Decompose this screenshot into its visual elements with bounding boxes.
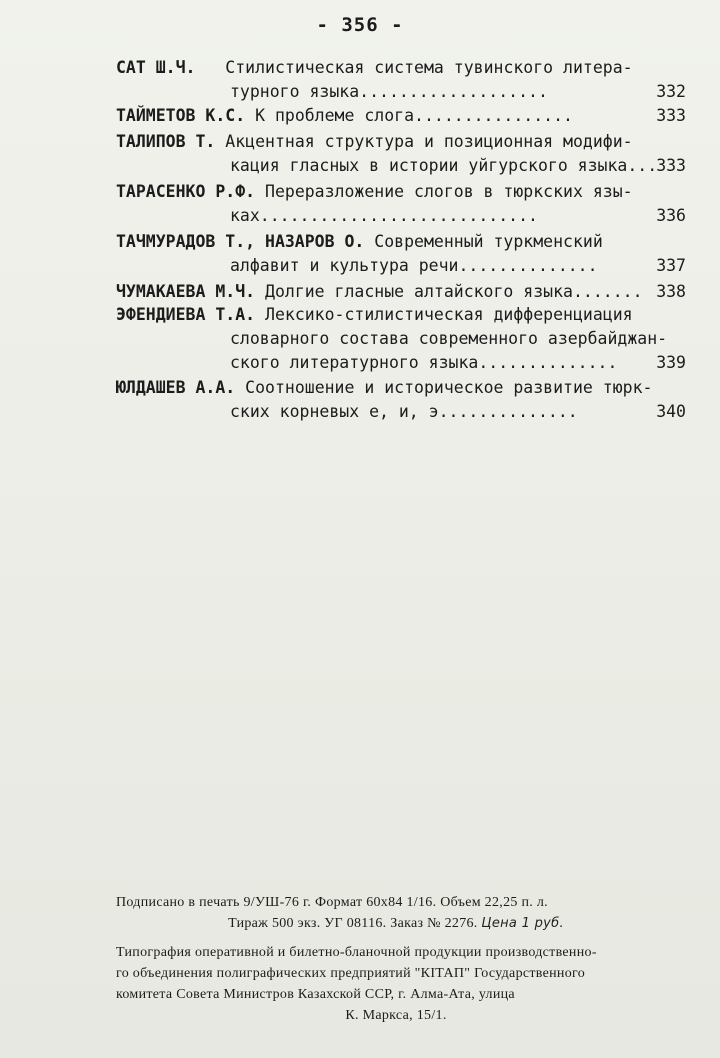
entry-author: ЧУМАКАЕВА М.Ч. bbox=[116, 282, 256, 301]
entry-page: 336 bbox=[656, 206, 686, 225]
entry-page: 333 bbox=[656, 156, 686, 175]
entry-title-continued: словарного состава современного азербайджан- bbox=[230, 329, 668, 348]
entry-title: К проблеме слога................ bbox=[255, 106, 573, 125]
toc-entry bbox=[116, 303, 686, 375]
toc-entry bbox=[116, 104, 686, 128]
imprint-printer-line: комитета Совета Министров Казахской ССР, г. Алма-Ата, улица bbox=[116, 987, 515, 1002]
entry-author: ТАЧМУРАДОВ Т., НАЗАРОВ О. bbox=[116, 232, 365, 251]
entry-title: Лексико-стилистическая дифференциация bbox=[265, 305, 633, 324]
entry-title-continued: ского литературного языка.............. bbox=[230, 353, 618, 372]
entry-author: ЭФЕНДИЕВА Т.А. bbox=[116, 305, 256, 324]
entry-title-continued: турного языка................... bbox=[230, 82, 548, 101]
imprint-print-run: Тираж 500 экз. УГ 08116. Заказ № 2276. bbox=[228, 916, 478, 931]
entry-author: ТАЛИПОВ Т. bbox=[116, 132, 216, 151]
entry-author: ТАРАСЕНКО Р.Ф. bbox=[116, 182, 256, 201]
toc-entry bbox=[116, 230, 686, 278]
page-number: - 356 - bbox=[316, 14, 404, 36]
imprint-print-run-line bbox=[116, 913, 676, 934]
toc-entry bbox=[116, 376, 686, 424]
entry-author: ЮЛДАШЕВ А.А. bbox=[116, 378, 236, 397]
entry-title-continued: кация гласных в истории уйгурского языка... bbox=[230, 156, 658, 175]
entry-page: 340 bbox=[656, 402, 686, 421]
entry-title: Соотношение и историческое развитие тюрк- bbox=[245, 378, 653, 397]
handwritten-price: Цена 1 руб. bbox=[481, 916, 564, 931]
imprint-signed-line: Подписано в печать 9/УШ-76 г. Формат 60х84 1/16. Объем 22,25 п. л. bbox=[116, 895, 548, 910]
toc-entry bbox=[116, 130, 686, 178]
imprint-printer-line: Типография оперативной и билетно-бланочной продукции производственно- bbox=[116, 945, 597, 960]
entry-title: Современный туркменский bbox=[374, 232, 603, 251]
entry-title: Стилистическая система тувинского литера- bbox=[225, 58, 633, 77]
entry-title-continued: алфавит и культура речи.............. bbox=[230, 256, 598, 275]
imprint-printer-line: го объединения полиграфических предприятий "КІТАП" Государственного bbox=[116, 966, 586, 981]
entry-page: 338 bbox=[656, 282, 686, 301]
entry-page: 332 bbox=[656, 82, 686, 101]
entry-title: Переразложение слогов в тюркских язы- bbox=[265, 182, 633, 201]
entry-title: Долгие гласные алтайского языка....... bbox=[265, 282, 643, 301]
toc-entry bbox=[116, 56, 686, 104]
imprint-block bbox=[116, 892, 676, 1026]
imprint-address-line: К. Маркса, 15/1. bbox=[345, 1008, 447, 1023]
entry-author: ТАЙМЕТОВ К.С. bbox=[116, 106, 246, 125]
entry-page: 333 bbox=[656, 106, 686, 125]
entry-title-continued: ских корневых е, и, э.............. bbox=[230, 402, 578, 421]
entry-title-continued: ках............................ bbox=[230, 206, 538, 225]
toc-entry bbox=[116, 280, 686, 304]
entry-title: Акцентная структура и позиционная модифи- bbox=[225, 132, 633, 151]
toc-entry bbox=[116, 180, 686, 228]
entry-page: 339 bbox=[656, 353, 686, 372]
entry-author: САТ Ш.Ч. bbox=[116, 58, 196, 77]
entry-page: 337 bbox=[656, 256, 686, 275]
